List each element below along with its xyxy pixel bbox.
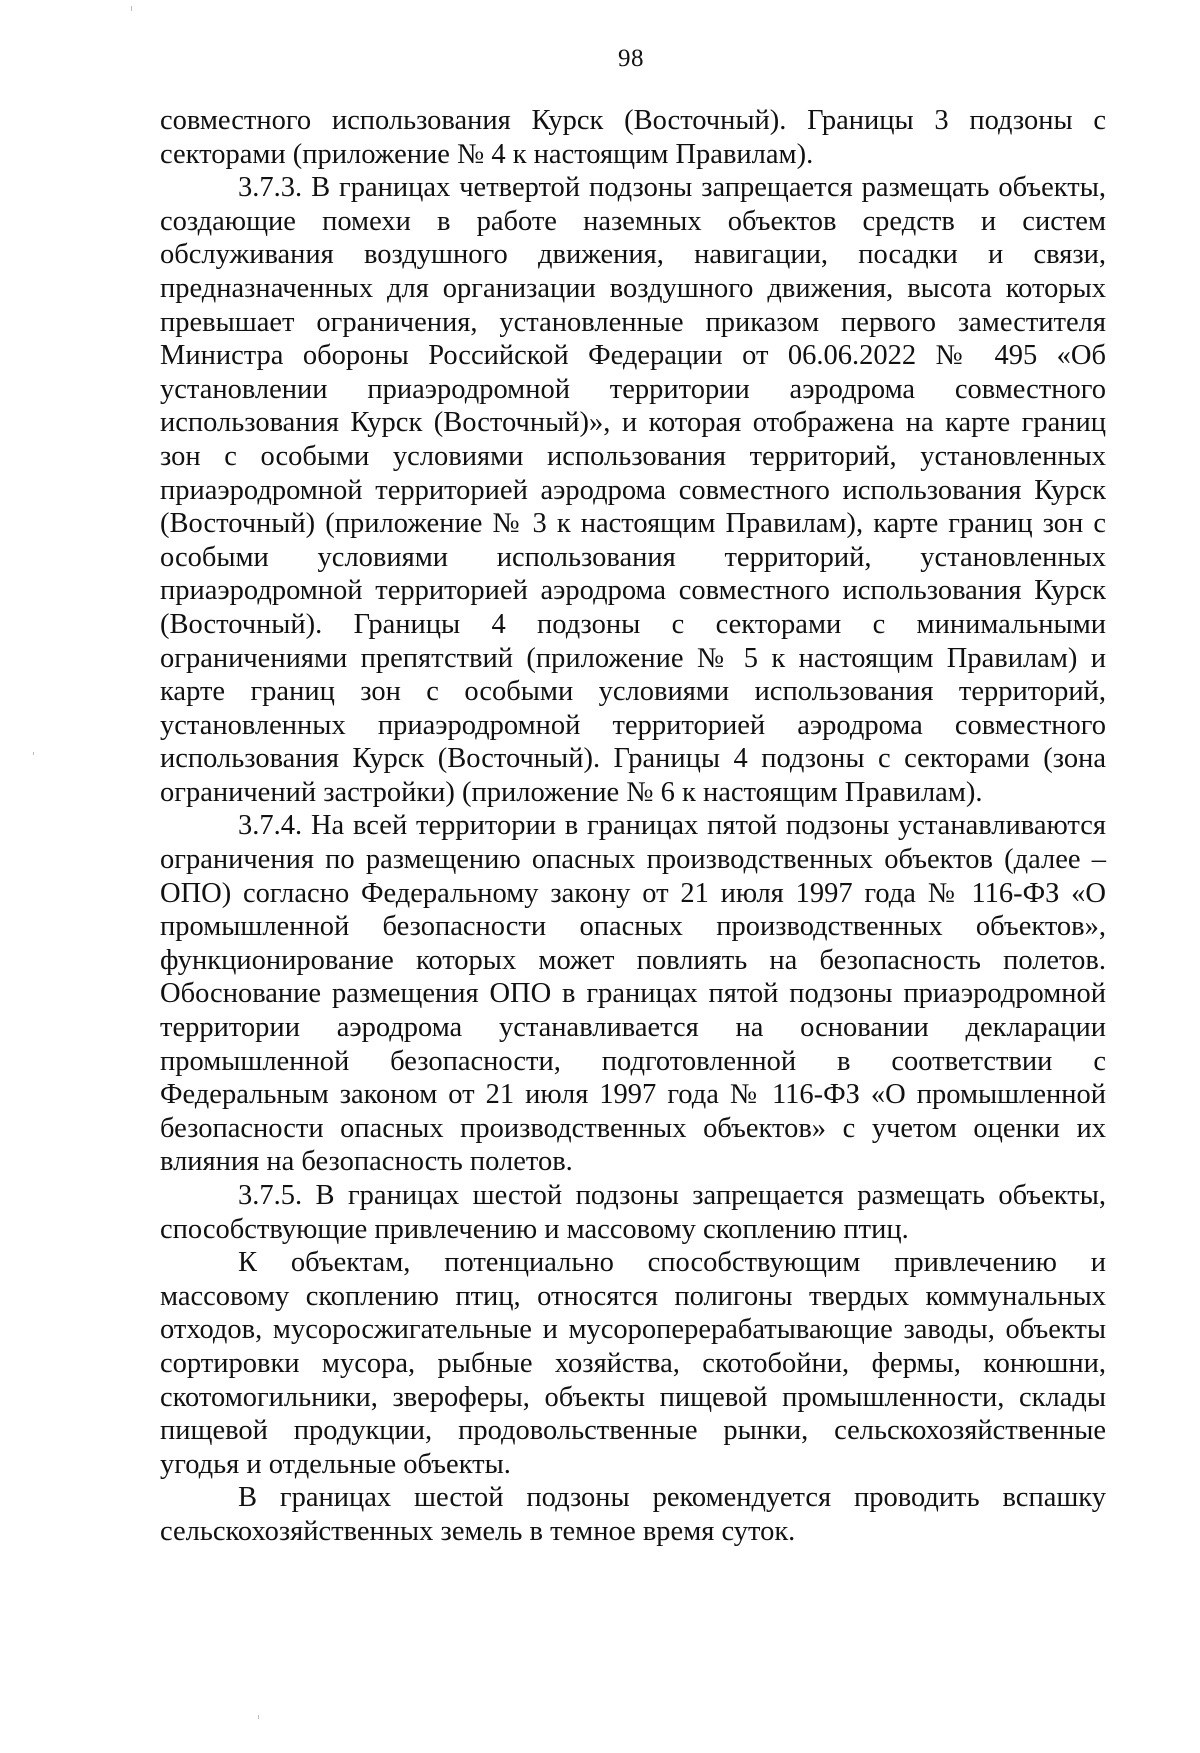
paragraph-bird-attracting-objects: К объектам, потенциально способствующим привлечению и массовому скоплению птиц, относятся полигоны твердых коммунальных отходов, мусоросжигательные и мусороперерабатывающие заводы, объекты сортировки мусора, рыбные хозяйства, скотобойни, фермы, конюшни, скотомогильники, звероферы, объекты пищевой промышленности, склады пищевой продукции, продовольственные рынки, сельскохозяйственные угодья и отдельные объекты.	[160, 1247, 1106, 1480]
paragraph-3-7-3: 3.7.3. В границах четвертой подзоны запрещается размещать объекты, создающие помехи в работе наземных объектов средств и систем обслуживания воздушного движения, навигации, посадки и связи, предназначенных для организации воздушного движения, высота которых превышает ограничения, установленные приказом первого заместителя Министра обороны Российской Федерации от 06.06.2022 № 495 «Об установлении приаэродромной территории аэродрома совместного использования Курск (Восточный)», и которая отображена на карте границ зон с особыми условиями использования территорий, установленных приаэродромной территорией аэродрома совместного использования Курск (Восточный) (приложение № 3 к настоящим Правилам), карте границ зон с особыми условиями использования территорий, установленных приаэродромной территорией аэродрома совместного использования Курск (Восточный). Границы 4 подзоны с секторами с минимальными ограничениями препятствий (приложение № 5 к настоящим Правилам) и карте границ зон с особыми условиями использования территорий, установленных приаэродромной территорией аэродрома совместного использования Курск (Восточный). Границы 4 подзоны с секторами (зона ограничений застройки) (приложение № 6 к настоящим Правилам).	[160, 172, 1106, 808]
page-number: 98	[618, 45, 644, 72]
scan-artifact-top	[131, 6, 132, 11]
paragraph-3-7-5: 3.7.5. В границах шестой подзоны запрещается размещать объекты, способствующие привлечению и массовому скоплению птиц.	[160, 1180, 1106, 1245]
paragraph-plowing-recommendation: В границах шестой подзоны рекомендуется проводить вспашку сельскохозяйственных земель в темное время суток.	[160, 1482, 1106, 1547]
scan-artifact-bottom	[258, 1715, 259, 1719]
scan-artifact-left	[33, 752, 34, 755]
paragraph-continuation: совместного использования Курск (Восточный). Границы 3 подзоны с секторами (приложение № 4 к настоящим Правилам).	[160, 105, 1106, 170]
paragraph-3-7-4: 3.7.4. На всей территории в границах пятой подзоны устанавливаются ограничения по размещению опасных производственных объектов (далее – ОПО) согласно Федеральному закону от 21 июля 1997 года № 116-ФЗ «О промышленной безопасности опасных производственных объектов», функционирование которых может повлиять на безопасность полетов. Обоснование размещения ОПО в границах пятой подзоны приаэродромной территории аэродрома устанавливается на основании декларации промышленной безопасности, подготовленной в соответствии с Федеральным законом от 21 июля 1997 года № 116-ФЗ «О промышленной безопасности опасных производственных объектов» с учетом оценки их влияния на безопасность полетов.	[160, 810, 1106, 1178]
document-body	[160, 104, 1106, 1549]
